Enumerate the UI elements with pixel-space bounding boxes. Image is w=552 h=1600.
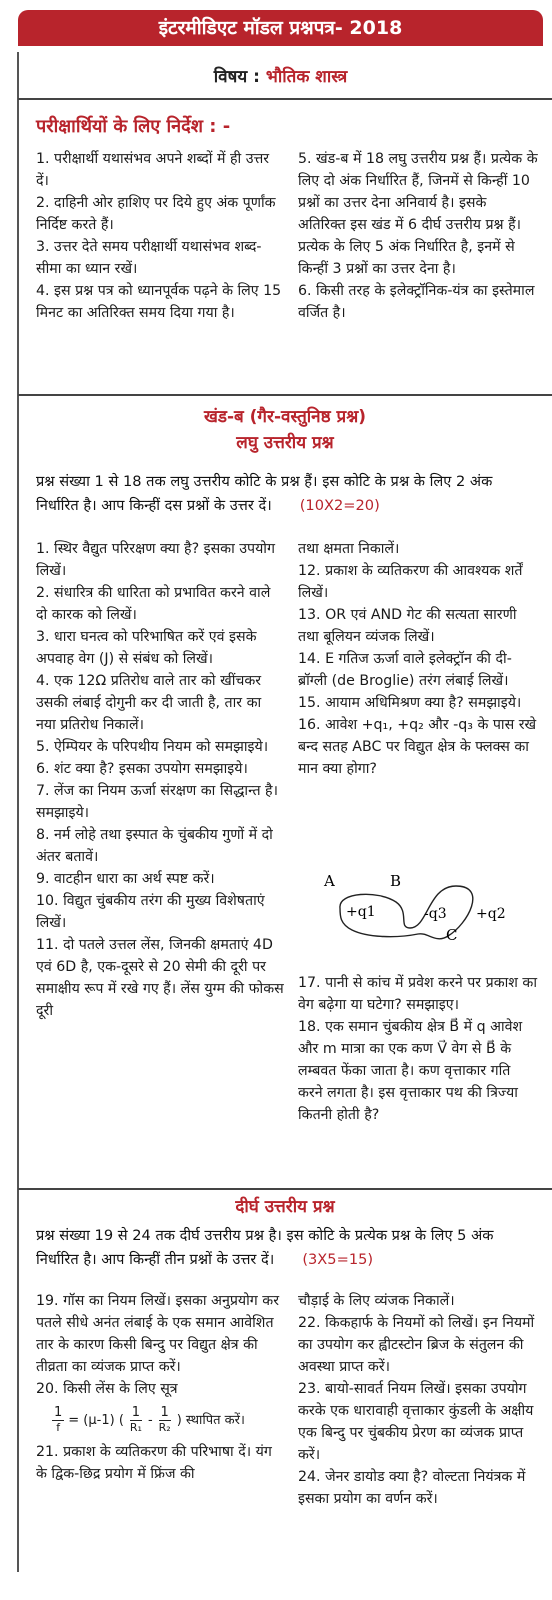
instructions-title: परीक्षार्थियों के लिए निर्देश : - bbox=[36, 116, 231, 137]
divider-long-section bbox=[18, 1188, 552, 1190]
long-section-intro-text: प्रश्न संख्या 19 से 24 तक दीर्घ उत्तरीय प्रश्न है। इस कोटि के प्रत्येक प्रश्न के लिए 5 अंक निर्धारित है। आप किन्हीं तीन प्रश्नों के उत्तर दें। bbox=[36, 1227, 494, 1268]
formula-den: f bbox=[56, 1421, 61, 1434]
instruction-item: 4. इस प्रश्न पत्र को ध्यानपूर्वक पढ़ने के लिए 15 मिनट का अतिरिक्त समय दिया गया है। bbox=[36, 283, 282, 321]
long-section-right-column bbox=[298, 1290, 538, 1510]
question-item: 21. प्रकाश के व्यतिकरण की परिभाषा दें। यंग के द्विक-छिद्र प्रयोग में फ्रिंज की bbox=[36, 1444, 272, 1482]
question-item: तथा क्षमता निकालें। bbox=[298, 541, 400, 557]
paper-title-banner: इंटरमीडिएट मॉडल प्रश्नपत्र- 2018 bbox=[18, 10, 543, 46]
section-b-left-column bbox=[36, 538, 284, 1022]
formula-num: 1 bbox=[54, 1405, 63, 1420]
section-b-intro bbox=[36, 470, 536, 518]
instruction-item: 2. दाहिनी ओर हाशिए पर दिये हुए अंक पूर्णांक निर्दिष्ट करते हैं। bbox=[36, 195, 276, 233]
question-item: चौड़ाई के लिए व्यंजक निकालें। bbox=[298, 1293, 455, 1309]
formula-num: 1 bbox=[131, 1405, 141, 1420]
formula-minus: - bbox=[147, 1412, 153, 1428]
closed-surface-figure bbox=[318, 872, 518, 952]
question-item: 24. जेनर डायोड क्या है? वोल्टता नियंत्रक में इसका प्रयोग का वर्णन करें। bbox=[298, 1469, 526, 1507]
question-item: 6. शंट क्या है? इसका उपयोग समझाइये। bbox=[36, 761, 248, 777]
question-item: 20. किसी लेंस के लिए सूत्र bbox=[36, 1381, 178, 1397]
question-item: 13. OR एवं AND गेट की सत्यता सारणी तथा बूलियन व्यंजक लिखें। bbox=[298, 607, 517, 645]
divider-instructions bbox=[18, 394, 552, 396]
question-item: 5. ऐम्पियर के परिपथीय नियम को समझाइये। bbox=[36, 739, 269, 755]
instruction-item: 5. खंड-ब में 18 लघु उत्तरीय प्रश्न हैं। प्रत्येक के लिए दो अंक निर्धारित हैं, जिनमें से किन्हीं 10 प्रश्नों का उत्तर देना अनिवार्य है। इसके अतिरिक्त इस खंड में 6 दीर्घ उत्तरीय प्रश्न हैं। प्रत्येक के लिए 5 अंक निर्धारित है, इनमें से किन्हीं 3 प्रश्नों का उत्तर देना है। bbox=[298, 151, 538, 277]
lens-formula bbox=[52, 1406, 286, 1435]
question-item: 14. E गतिज ऊर्जा वाले इलेक्ट्रॉन की दी-ब्रॉग्ली (de Broglie) तरंग लंबाई लिखें। bbox=[298, 651, 512, 689]
question-item: 11. दो पतले उत्तल लेंस, जिनकी क्षमताएं 4D एवं 6D है, एक-दूसरे से 20 सेमी की दूरी पर समाक्षीय रूप में रखे गए हैं। लेंस युग्म की फोकस दूरी bbox=[36, 937, 284, 1019]
subject-label: विषय : bbox=[213, 67, 260, 87]
question-item: 1. स्थिर वैद्युत परिरक्षण क्या है? इसका उपयोग लिखें। bbox=[36, 541, 275, 579]
point-c-label: C bbox=[446, 926, 458, 944]
long-section-title: दीर्घ उत्तरीय प्रश्न bbox=[235, 1197, 335, 1217]
question-item: 16. आवेश +q₁, +q₂ और -q₃ के पास रखे बन्द सतह ABC पर विद्युत क्षेत्र के फ्लक्स का मान क्या होगा? bbox=[298, 717, 537, 777]
formula-tail: ) स्थापित करें। bbox=[176, 1412, 245, 1428]
section-b-subtitle: लघु उत्तरीय प्रश्न bbox=[236, 433, 334, 453]
long-section-intro bbox=[36, 1224, 536, 1272]
question-item: 23. बायो-सावर्त नियम लिखें। इसका उपयोग करके एक धारावाही वृत्ताकार कुंडली के अक्षीय एक बिन्दु पर चुंबकीय प्रेरण का व्यंजक प्राप्त करें। bbox=[298, 1381, 534, 1463]
long-section-marks: (3X5=15) bbox=[302, 1251, 374, 1268]
section-b-right-column-bottom bbox=[298, 972, 538, 1126]
question-item: 12. प्रकाश के व्यतिकरण की आवश्यक शर्तें लिखें। bbox=[298, 563, 523, 601]
section-b-intro-text: प्रश्न संख्या 1 से 18 तक लघु उत्तरीय कोटि के प्रश्न हैं। इस कोटि के प्रश्न के लिए 2 अंक निर्धारित है। आप किन्हीं दस प्रश्नों के उत्तर दें। bbox=[36, 473, 493, 514]
divider-top bbox=[18, 98, 552, 100]
question-item: 8. नर्म लोहे तथा इस्पात के चुंबकीय गुणों में दो अंतर बतावें। bbox=[36, 827, 273, 865]
question-item: 2. संधारित्र की धारिता को प्रभावित करने वाले दो कारक को लिखें। bbox=[36, 585, 271, 623]
question-item: 7. लेंज का नियम ऊर्जा संरक्षण का सिद्धान्त है। समझाइये। bbox=[36, 783, 278, 821]
instructions-right-column bbox=[298, 148, 538, 324]
long-section-left-column bbox=[36, 1290, 286, 1485]
section-b-right-column-top bbox=[298, 538, 538, 780]
formula-fraction bbox=[128, 1406, 144, 1435]
subject-line bbox=[18, 66, 543, 88]
subject-value: भौतिक शास्त्र bbox=[265, 67, 348, 87]
charge-q2-label: +q2 bbox=[476, 906, 506, 922]
formula-fraction bbox=[52, 1406, 64, 1435]
left-border-rule bbox=[17, 52, 19, 1572]
charge-q3-label: -q3 bbox=[424, 906, 447, 922]
charge-q1-label: +q1 bbox=[346, 904, 376, 920]
question-item: 9. वाटहीन धारा का अर्थ स्पष्ट करें। bbox=[36, 871, 215, 887]
formula-den: R₂ bbox=[158, 1421, 171, 1434]
instructions-left-column bbox=[36, 148, 286, 324]
instruction-item: 1. परीक्षार्थी यथासंभव अपने शब्दों में ही उत्तर दें। bbox=[36, 151, 270, 189]
formula-fraction bbox=[157, 1406, 173, 1435]
question-item: 3. धारा घनत्व को परिभाषित करें एवं इसके अपवाह वेग (J) से संबंध को लिखें। bbox=[36, 629, 257, 667]
formula-mid: = (μ-1) ( bbox=[68, 1412, 124, 1428]
question-item: 18. एक समान चुंबकीय क्षेत्र B⃗ में q आवेश और m मात्रा का एक कण V⃗ वेग से B⃗ के लम्बवत फेंका जाता है। कण वृत्ताकार गति करने लगता है। इस वृत्ताकार पथ की त्रिज्या कितनी होती है? bbox=[298, 1019, 523, 1123]
instruction-item: 3. उत्तर देते समय परीक्षार्थी यथासंभव शब्द-सीमा का ध्यान रखें। bbox=[36, 239, 262, 277]
point-a-label: A bbox=[324, 872, 335, 890]
question-item: 17. पानी से कांच में प्रवेश करने पर प्रकाश का वेग बढ़ेगा या घटेगा? समझाइए। bbox=[298, 975, 537, 1013]
section-b-marks: (10X2=20) bbox=[299, 497, 380, 514]
question-item: 4. एक 12Ω प्रतिरोध वाले तार को खींचकर उसकी लंबाई दोगुनी कर दी जाती है, तार का नया प्रतिरोध निकालें। bbox=[36, 673, 262, 733]
question-item: 22. किकहार्फ के नियमों को लिखें। इन नियमों का उपयोग कर ह्वीटस्टोन ब्रिज के संतुलन की अवस्था प्राप्त करें। bbox=[298, 1315, 535, 1375]
question-item: 10. विद्युत चुंबकीय तरंग की मुख्य विशेषताएं लिखें। bbox=[36, 893, 265, 931]
question-item: 15. आयाम अधिमिश्रण क्या है? समझाइये। bbox=[298, 695, 522, 711]
section-b-title: खंड-ब (गैर-वस्तुनिष्ठ प्रश्न) bbox=[203, 407, 367, 427]
formula-num: 1 bbox=[160, 1405, 169, 1420]
formula-den: R₁ bbox=[129, 1421, 142, 1434]
point-b-label: B bbox=[390, 872, 402, 890]
question-item: 19. गॉस का नियम लिखें। इसका अनुप्रयोग कर पतले सीधे अनंत लंबाई के एक समान आवेशित तार के कारण किसी बिन्दु पर विद्युत क्षेत्र की तीव्रता का व्यंजक प्राप्त करें। bbox=[36, 1293, 279, 1375]
instruction-item: 6. किसी तरह के इलेक्ट्रॉनिक-यंत्र का इस्तेमाल वर्जित है। bbox=[298, 283, 535, 321]
